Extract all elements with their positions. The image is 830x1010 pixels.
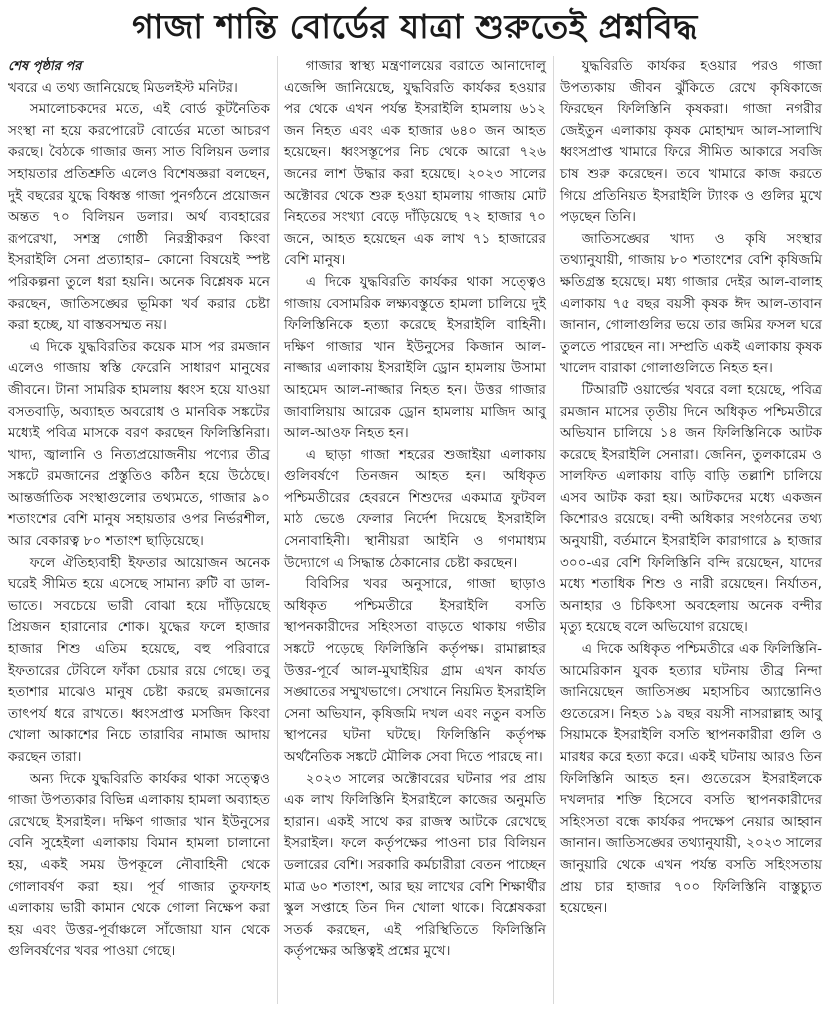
paragraph: এ ছাড়া গাজা শহরের শুজাইয়া এলাকায় গুলিবর্ষণে তিনজন আহত হন। অধিকৃত পশ্চিমতীরের হেবরনে শিশুদের একমাত্র ফুটবল মাঠ ভেঙে ফেলার নির্দেশ দিয়েছে ইসরাইলি সেনাবাহিনী। স্থানীয়রা আইনি ও গণমাধ্যম উদ্যোগে এ সিদ্ধান্ত ঠেকানোর চেষ্টা করছেন। — [284, 446, 546, 571]
paragraph: গাজার স্বাস্থ্য মন্ত্রণালয়ের বরাতে আনাদোলু এজেন্সি জানিয়েছে, যুদ্ধবিরতি কার্যকর হওয়ার পর থেকে এখন পর্যন্ত ইসরাইলি হামলায় ৬১২ জন নিহত এবং এক হাজার ৬৪০ জন আহত হয়েছেন। ধ্বংসস্তূপের নিচ থেকে আরো ৭২৬ জনের লাশ উদ্ধার করা হয়েছে। ২০২৩ সালের অক্টোবর থেকে শুরু হওয়া হামলায় গাজায় মোট নিহতের সংখ্যা বেড়ে দাঁড়িয়েছে ৭২ হাজার ৭০ জনে, আহত হয়েছেন এক লাখ ৭১ হাজারের বেশি মানুষ। — [284, 58, 546, 269]
paragraph: বিবিসির খবর অনুসারে, গাজা ছাড়াও অধিকৃত পশ্চিমতীরে ইসরাইলি বসতি স্থাপনকারীদের সহিংসতা বাড়তে থাকায় গভীর সঙ্কটে পড়েছে ফিলিস্তিনি কর্তৃপক্ষ। রামাল্লাহর উত্তর-পূর্বে আল-মুঘাইয়ির গ্রাম এখন কার্যত সঙ্ঘাতের সম্মুখভাগে। সেখানে নিয়মিত ইসরাইলি সেনা অভিযান, কৃষিজমি দখল এবং নতুন বসতি স্থাপনের ঘটনা ঘটছে। ফিলিস্তিনি কর্তৃপক্ষ অর্থনৈতিক সঙ্কটে মৌলিক সেবা দিতে পারছে না। — [284, 576, 546, 765]
paragraph: টিআরটি ওয়ার্ল্ডের খবরে বলা হয়েছে, পবিত্র রমজান মাসের তৃতীয় দিনে অধিকৃত পশ্চিমতীরে অভিযান চালিয়ে ১৪ জন ফিলিস্তিনিকে আটক করেছে ইসরাইলি সেনারা। জেনিন, তুলকারেম ও সালফিত এলাকায় বাড়ি বাড়ি তল্লাশি চালিয়ে এসব আটক করা হয়। আটকদের মধ্যে একজন কিশোরও রয়েছে। বন্দী অধিকার সংগঠনের তথ্য অনুযায়ী, বর্তমানে ইসরাইলি কারাগারে ৯ হাজার ৩০০-এর বেশি ফিলিস্তিনি বন্দি রয়েছেন, যাদের মধ্যে শতাধিক শিশু ও নারী রয়েছেন। নির্যাতন, অনাহার ও চিকিৎসা অবহেলায় অনেক বন্দীর মৃত্যু হয়েছে বলে অভিযোগ রয়েছে। — [560, 381, 822, 636]
paragraph: এ দিকে অধিকৃত পশ্চিমতীরে এক ফিলিস্তিনি-আমেরিকান যুবক হত্যার ঘটনায় তীব্র নিন্দা জানিয়েছেন জাতিসঙ্ঘ মহাসচিব অ্যান্তোনিও গুতেরেস। নিহত ১৯ বছর বয়সী নাসরাল্লাহ আবু সিয়ামকে ইসরাইলি বসতি স্থাপনকারীরা গুলি ও মারধর করে হত্যা করে। একই ঘটনায় আরও তিন ফিলিস্তিনি আহত হন। গুতেরেস ইসরাইলকে দখলদার শক্তি হিসেবে বসতি স্থাপনকারীদের সহিংসতা বন্ধে কার্যকর পদক্ষেপ নেয়ার আহ্বান জানান। জাতিসঙ্ঘের তথ্যানুযায়ী, ২০২৩ সালের জানুয়ারি থেকে এখন পর্যন্ত বসতি সহিংসতায় প্রায় চার হাজার ৭০০ ফিলিস্তিনি বাস্তুচ্যুত হয়েছেন। — [560, 641, 822, 917]
paragraph: জাতিসঙ্ঘের খাদ্য ও কৃষি সংস্থার তথ্যানুযায়ী, গাজায় ৮০ শতাংশের বেশি কৃষিজমি ক্ষতিগ্রস্ত হয়েছে। মধ্য গাজার দেইর আল-বালাহ এলাকায় ৭৫ বছর বয়সী কৃষক ঈদ আল-তাবান জানান, গোলাগুলির ভয়ে তার জমির ফসল ঘরে তুলতে পারছেন না। সম্প্রতি একই এলাকায় কৃষক খালেদ বারাকা গোলাগুলিতে নিহত হন। — [560, 230, 822, 377]
paragraph: এ দিকে যুদ্ধবিরতির কয়েক মাস পর রমজান এলেও গাজায় স্বস্তি ফেরেনি সাধারণ মানুষের জীবনে। টানা সামরিক হামলায় ধ্বংস হয়ে যাওয়া বসতবাড়ি, অব্যাহত অবরোধ ও মানবিক সঙ্কটের মধ্যেই পবিত্র মাসকে বরণ করছেন ফিলিস্তিনিরা। খাদ্য, জ্বালানি ও নিত্যপ্রয়োজনীয় পণ্যের তীব্র সঙ্কটে রমজানের প্রস্তুতিও কঠিন হয়ে উঠেছে। আন্তর্জাতিক সংস্থাগুলোর তথ্যমতে, গাজার ৯০ শতাংশের বেশি মানুষ সহায়তার ওপর নির্ভরশীল, আর বেকারত্ব ৮০ শতাংশ ছাড়িয়েছে। — [8, 338, 270, 550]
paragraph: যুদ্ধবিরতি কার্যকর হওয়ার পরও গাজা উপত্যকায় জীবন ঝুঁকিতে রেখে কৃষিকাজে ফিরছেন ফিলিস্তিনি কৃষকরা। গাজা নগরীর জেইতুন এলাকায় কৃষক মোহাম্মদ আল-সালাখি ধ্বংসপ্রাপ্ত খামারে ফিরে সীমিত আকারে সবজি চাষ শুরু করেছেন। তবে খামারে কাজ করতে গিয়ে প্রতিনিয়ত ইসরাইলি ট্যাংক ও গুলির মুখে পড়ছেন তিনি। — [560, 58, 822, 226]
paragraph: এ দিকে যুদ্ধবিরতি কার্যকর থাকা সত্ত্বেও গাজায় বেসামরিক লক্ষ্যবস্তুতে হামলা চালিয়ে দুই ফিলিস্তিনিকে হত্যা করেছে ইসরাইলি বাহিনী। দক্ষিণ গাজার খান ইউনুসের কিজান আল-নাজ্জার এলাকায় ইসরাইলি ড্রোন হামলায় উসামা আহমেদ আল-নাজ্জার নিহত হন। উত্তর গাজার জাবালিয়ায় আরেক ড্রোন হামলায় মাজিদ আবু আল-আওফ নিহত হন। — [284, 273, 546, 442]
paragraph: খবরে এ তথ্য জানিয়েছে মিডলইস্ট মনিটর। — [8, 79, 238, 96]
article-body — [0, 52, 830, 1004]
headline: গাজা শান্তি বোর্ডের যাত্রা শুরুতেই প্রশ্নবিদ্ধ — [132, 7, 698, 46]
paragraph: ২০২৩ সালের অক্টোবরের ঘটনার পর প্রায় এক লাখ ফিলিস্তিনি ইসরাইলে কাজের অনুমতি হারান। একই সাথে কর রাজস্ব আটকে রেখেছে ইসরাইল। ফলে কর্তৃপক্ষের পাওনা চার বিলিয়ন ডলারের বেশি। সরকারি কর্মচারীরা বেতন পাচ্ছেন মাত্র ৬০ শতাংশ, আর ছয় লাখের বেশি শিক্ষার্থীর স্কুল সপ্তাহে তিন দিন খোলা থাকে। বিশ্লেষকরা সতর্ক করছেন, এই পরিস্থিতিতে ফিলিস্তিনি কর্তৃপক্ষের অস্তিত্বই প্রশ্নের মুখে। — [284, 770, 546, 960]
continuation-label: শেষ পৃষ্ঠার পর — [8, 59, 82, 74]
paragraph: ফলে ঐতিহ্যবাহী ইফতার আয়োজন অনেক ঘরেই সীমিত হয়ে এসেছে সামান্য রুটি বা ডাল-ভাতে। সবচেয়ে ভারী বোঝা হয়ে দাঁড়িয়েছে প্রিয়জন হারানোর শোক। যুদ্ধের ফলে হাজার হাজার শিশু এতিম হয়েছে, বহু পরিবারে ইফতারের টেবিলে ফাঁকা চেয়ার রয়ে গেছে। তবু হতাশার মাঝেও মানুষ চেষ্টা করছে রমজানের তাৎপর্য ধরে রাখতে। ধ্বংসপ্রাপ্ত মসজিদ কিংবা খোলা আকাশের নিচে তারাবির নামাজ আদায় করছেন তারা। — [8, 554, 270, 765]
paragraph: সমালোচকদের মতে, এই বোর্ড কূটনৈতিক সংস্থা না হয়ে করপোরেট বোর্ডের মতো আচরণ করছে। বৈঠকে গাজার জন্য সাত বিলিয়ন ডলার সহায়তার প্রতিশ্রুতি এলেও বিশেষজ্ঞরা বলছেন, দুই বছরের যুদ্ধে বিধ্বস্ত গাজা পুনর্গঠনে প্রয়োজন অন্তত ৭০ বিলিয়ন ডলার। অর্থ ব্যবহারের রূপরেখা, সশস্ত্র গোষ্ঠী নিরস্ত্রীকরণ কিংবা ইসরাইলি সেনা প্রত্যাহার– কোনো বিষয়েই স্পষ্ট পরিকল্পনা তুলে ধরা হয়নি। অনেক বিশ্লেষক মনে করছেন, জাতিসঙ্ঘের ভূমিকা খর্ব করার চেষ্টা করা হচ্ছে, যা বাস্তবসম্মত নয়। — [8, 101, 270, 334]
paragraph: অন্য দিকে যুদ্ধবিরতি কার্যকর থাকা সত্ত্বেও গাজা উপত্যকার বিভিন্ন এলাকায় হামলা অব্যাহত রেখেছে ইসরাইল। দক্ষিণ গাজার খান ইউনুসের বেনি সুহেইলা এলাকায় বিমান হামলা চালানো হয়, একই সময় উপকূলে নৌবাহিনী থেকে গোলাবর্ষণ করা হয়। পূর্ব গাজার তুফফাহ এলাকায় ভারী কামান থেকে গোলা নিক্ষেপ করা হয় এবং উত্তর-পূর্বাঞ্চলে সাঁজোয়া যান থেকে গুলিবর্ষণের খবর পাওয়া গেছে। — [8, 770, 270, 960]
